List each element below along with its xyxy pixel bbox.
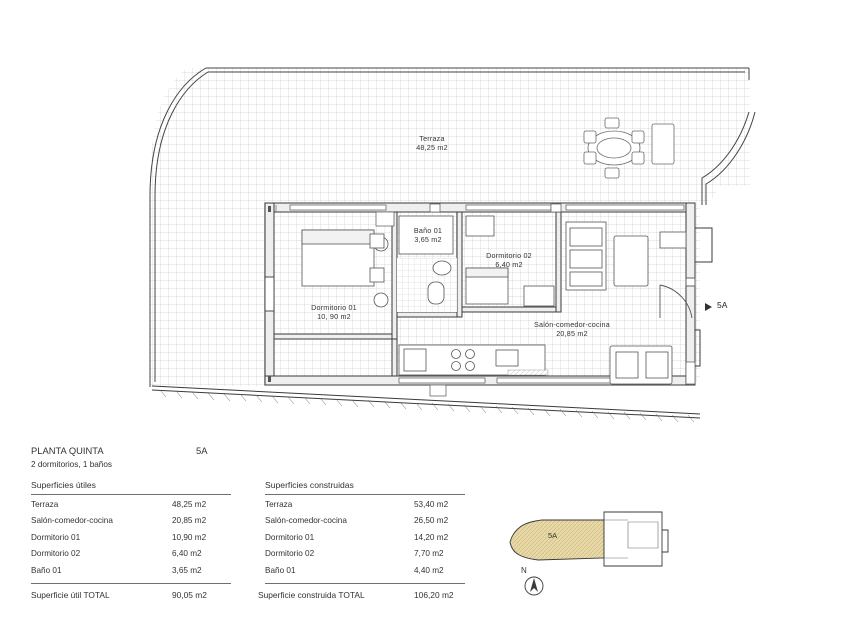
table-row — [265, 516, 465, 532]
unit-code: 5A — [196, 445, 208, 456]
total-value: 90,05 m2 — [172, 590, 207, 600]
total-value: 106,20 m2 — [414, 590, 454, 600]
floor-title: PLANTA QUINTA — [31, 445, 104, 456]
room-area: 20,85 m2 — [556, 329, 588, 338]
table-row — [265, 533, 465, 549]
table-row — [265, 549, 465, 565]
legend-block — [0, 430, 859, 638]
built-table-top-rule — [265, 494, 465, 495]
row-value: 53,40 m2 — [414, 500, 449, 509]
key-plan-svg — [508, 500, 728, 610]
north-letter-label: N — [521, 566, 527, 575]
useful-table-top-rule — [31, 494, 231, 495]
room-area: 10, 90 m2 — [317, 312, 351, 321]
row-name: Salón-comedor-cocina — [265, 516, 347, 526]
row-value: 14,20 m2 — [414, 532, 449, 542]
unit-marker-label: 5A — [717, 300, 728, 310]
total-label: Superficie útil TOTAL — [31, 590, 110, 600]
row-name: Baño 01 — [31, 565, 62, 575]
room-area: 48,25 m2 — [416, 143, 448, 152]
row-name: Dormitorio 02 — [31, 549, 81, 559]
row-value: 26,50 m2 — [414, 516, 449, 526]
table-row — [265, 566, 465, 582]
room-label-dormitorio-01 — [311, 303, 357, 321]
room-name: Dormitorio 02 — [486, 251, 532, 260]
useful-table-bottom-rule — [31, 583, 231, 584]
room-label-bano-01 — [414, 226, 442, 244]
table-row — [31, 516, 231, 532]
row-value: 7,70 m2 — [414, 549, 444, 559]
room-name: Dormitorio 01 — [311, 303, 357, 312]
row-name: Salón-comedor-cocina — [31, 516, 113, 526]
room-name: Terraza — [419, 134, 445, 143]
site-boundary — [152, 386, 700, 418]
row-value: 48,25 m2 — [172, 500, 207, 509]
row-value: 10,90 m2 — [172, 532, 207, 542]
room-label-salon-comedor-cocina — [534, 320, 610, 338]
table-row — [31, 500, 231, 516]
key-plan-unit-highlight — [510, 520, 604, 560]
north-arrow-icon — [525, 577, 543, 595]
row-name: Dormitorio 01 — [265, 532, 315, 542]
room-name: Baño 01 — [413, 226, 443, 235]
built-surfaces-table — [265, 500, 465, 582]
key-plan — [508, 500, 728, 610]
useful-surfaces-table — [31, 500, 231, 582]
row-value: 4,40 m2 — [414, 565, 444, 575]
row-name: Dormitorio 02 — [265, 549, 315, 559]
room-name: Salón-comedor-cocina — [534, 320, 610, 329]
built-table-bottom-rule — [265, 583, 465, 584]
row-value: 20,85 m2 — [172, 516, 207, 526]
table-row — [31, 533, 231, 549]
row-name: Terraza — [31, 500, 59, 509]
row-name: Terraza — [265, 500, 293, 509]
table-row — [31, 566, 231, 582]
room-area: 3,65 m2 — [414, 235, 442, 244]
table-row — [31, 549, 231, 565]
room-label-terraza — [416, 134, 448, 152]
bedroom-01-furniture — [302, 230, 384, 286]
useful-surfaces-heading: Superficies útiles — [31, 480, 96, 490]
row-name: Dormitorio 01 — [31, 532, 81, 542]
key-plan-unit-code: 5A — [548, 531, 558, 540]
table-row — [265, 500, 465, 516]
room-label-dormitorio-02 — [486, 251, 532, 269]
kitchen-hatch-strip — [508, 370, 548, 375]
row-name: Baño 01 — [265, 565, 296, 575]
total-label: Superficie construida TOTAL — [258, 590, 365, 600]
built-surfaces-heading: Superficies construidas — [265, 480, 354, 490]
key-plan-building — [604, 512, 668, 566]
room-area: 6,40 m2 — [495, 260, 523, 269]
row-value: 3,65 m2 — [172, 565, 202, 575]
row-value: 6,40 m2 — [172, 549, 202, 559]
rooms-summary: 2 dormitorios, 1 baños — [31, 460, 113, 469]
unit-marker-arrow — [705, 303, 712, 311]
